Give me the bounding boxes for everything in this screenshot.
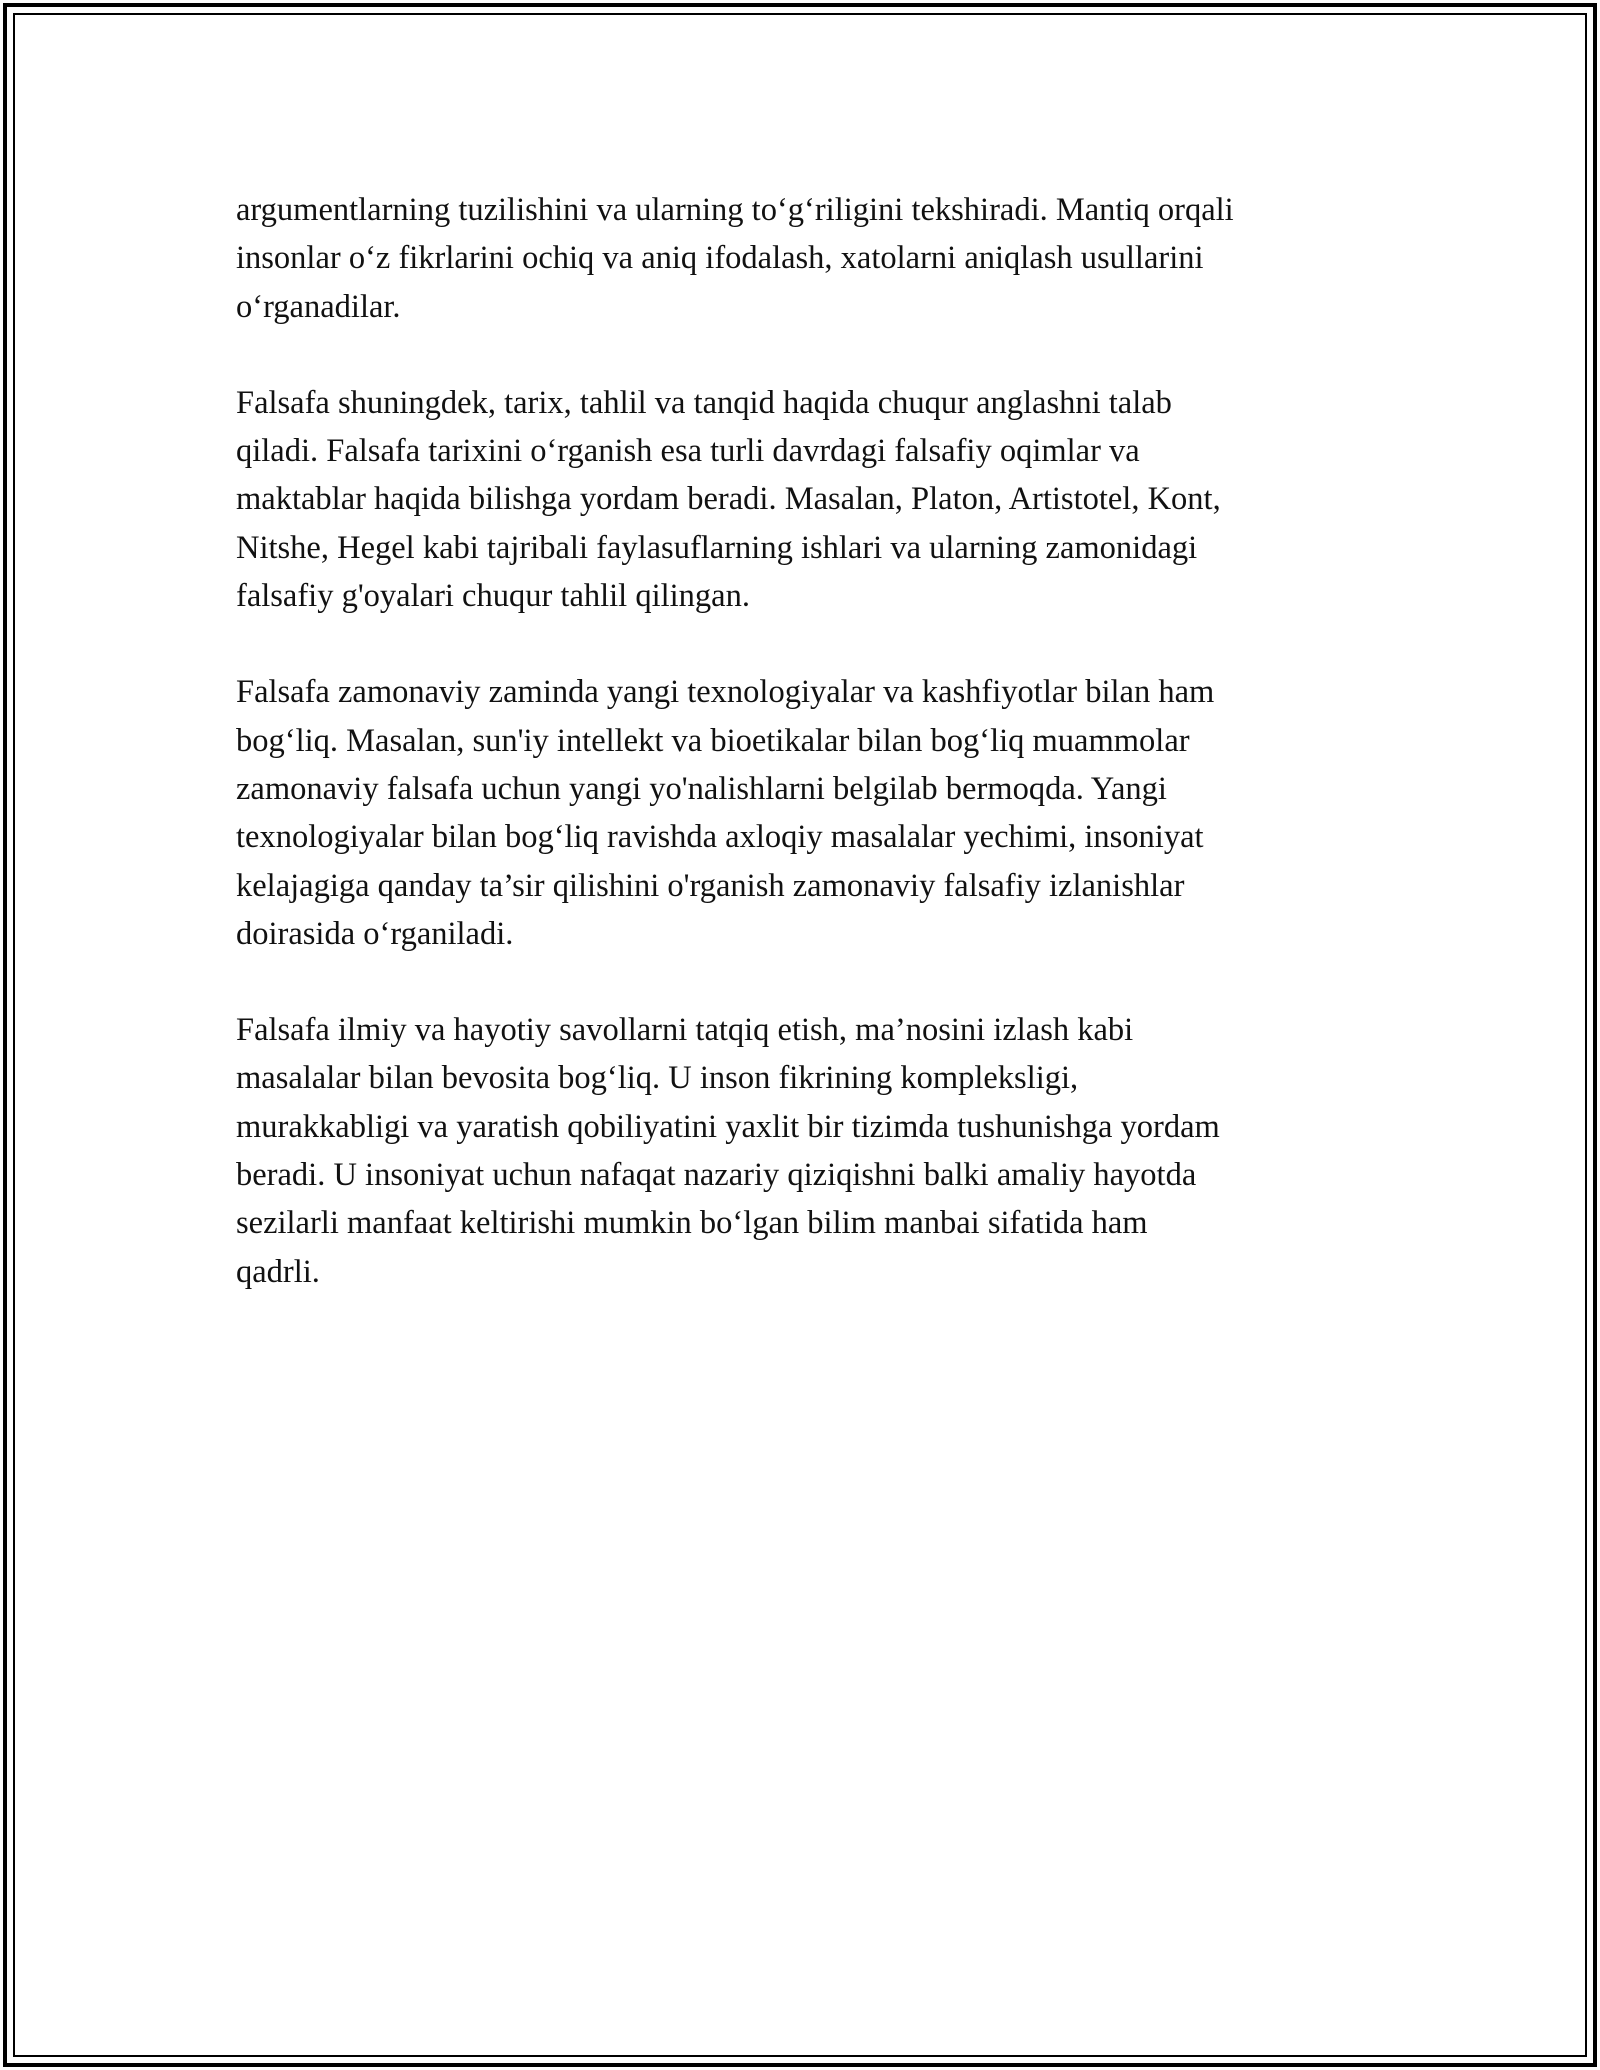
paragraph-4: Falsafa ilmiy va hayotiy savollarni tatqiq etish, ma’nosini izlash kabi masalalar bilan bevosita bog‘liq. U inson fikrining kompleksligi, murakkabligi va yaratish qobiliyatini yaxlit bir tizimda tushunishga yordam beradi. U insoniyat uchun nafaqat nazariy qiziqishni balki amaliy hayotda sezilarli manfaat keltirishi mumkin bo‘lgan bilim manbai sifatida ham qadrli. xyxy=(236,1012,1220,1290)
paragraph-3: Falsafa zamonaviy zaminda yangi texnologiyalar va kashfiyotlar bilan ham bog‘liq. Masalan, sun'iy intellekt va bioetikalar bilan bog‘liq muammolar zamonaviy falsafa uchun yangi yo'nalishlarni belgilab bermoqda. Yangi texnologiyalar bilan bog‘liq ravishda axloqiy masalalar yechimi, insoniyat kelajagiga qanday ta’sir qilishini o'rganish zamonaviy falsafiy izlanishlar doirasida o‘rganiladi. xyxy=(236,674,1215,952)
paragraph-1: argumentlarning tuzilishini va ularning to‘g‘riligini tekshiradi. Mantiq orqali insonlar o‘z fikrlarini ochiq va aniq ifodalash, xatolarni aniqlash usullarini o‘rganadilar. xyxy=(236,192,1234,325)
paragraph-2: Falsafa shuningdek, tarix, tahlil va tanqid haqida chuqur anglashni talab qiladi. Falsafa tarixini o‘rganish esa turli davrdagi falsafiy oqimlar va maktablar haqida bilishga yordam beradi. Masalan, Platon, Artistotel, Kont, Nitshe, Hegel kabi tajribali faylasuflarning ishlari va ularning zamonidagi falsafiy g'oyalari chuqur tahlil qilingan. xyxy=(236,384,1221,615)
document-body xyxy=(236,186,1376,1344)
